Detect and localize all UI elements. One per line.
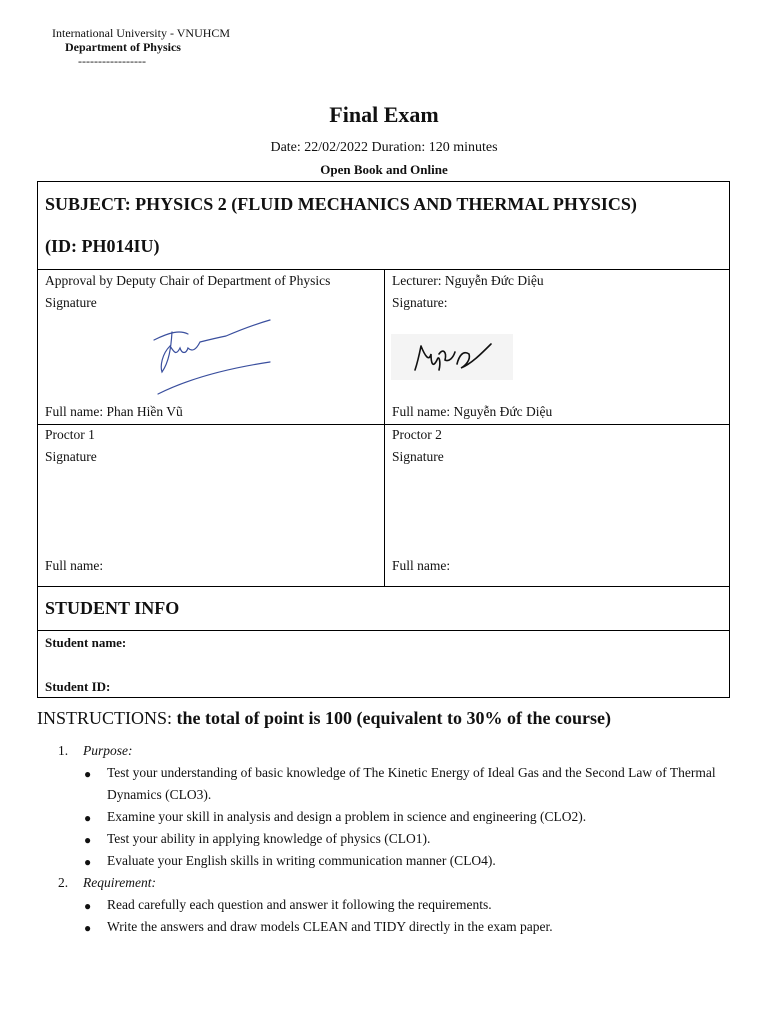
exam-date-duration: Date: 22/02/2022 Duration: 120 minutes xyxy=(270,140,498,155)
exam-mode: Open Book and Online xyxy=(320,162,448,177)
lecturer-signature-label: Signature: xyxy=(392,295,448,310)
student-name-label: Student name: xyxy=(45,635,127,650)
exam-title: Final Exam xyxy=(329,102,439,127)
header-divider: ----------------- xyxy=(78,54,146,68)
section-number: 2. xyxy=(58,875,69,890)
university-name: International University - VNUHCM xyxy=(52,26,231,40)
proctor2-fullname: Full name: xyxy=(392,558,451,573)
proctor1-signature-label: Signature xyxy=(45,449,97,464)
proctor1-cell xyxy=(37,424,385,587)
proctor2-title: Proctor 2 xyxy=(392,427,442,442)
bullet-icon: ● xyxy=(84,833,92,847)
proctor2-signature-label: Signature xyxy=(392,449,444,464)
instructions-line xyxy=(37,708,611,729)
list-item: Test your understanding of basic knowledge of The Kinetic Energy of Ideal Gas and the Second Law of Thermal Dynamics (CLO3). xyxy=(107,765,716,802)
approver-title: Approval by Deputy Chair of Department of Physics xyxy=(45,273,331,288)
list-item: Write the answers and draw models CLEAN and TIDY directly in the exam paper. xyxy=(107,919,553,934)
bullet-icon: ● xyxy=(84,811,92,825)
approver-signature-image xyxy=(150,318,275,398)
student-info-fields xyxy=(37,630,730,698)
section-title-requirement: Requirement: xyxy=(83,875,156,890)
list-item: Examine your skill in analysis and design a problem in science and engineering (CLO2). xyxy=(107,809,587,824)
lecturer-fullname: Full name: Nguyễn Đức Diệu xyxy=(392,404,553,419)
department-name: Department of Physics xyxy=(65,40,181,54)
bullet-icon: ● xyxy=(84,899,92,913)
lecturer-signature-image xyxy=(391,334,513,380)
lecturer-title: Lecturer: Nguyễn Đức Diệu xyxy=(392,273,544,288)
instructions-text: the total of point is 100 (equivalent to 30% of the course) xyxy=(172,708,611,728)
proctor1-title: Proctor 1 xyxy=(45,427,95,442)
approver-signature-label: Signature xyxy=(45,295,97,310)
subject-id: (ID: PH014IU) xyxy=(45,236,160,256)
list-item: Evaluate your English skills in writing communication manner (CLO4). xyxy=(107,853,496,868)
approver-cell xyxy=(37,269,385,425)
subject-box xyxy=(37,181,730,270)
bullet-icon: ● xyxy=(84,855,92,869)
approver-fullname: Full name: Phan Hiền Vũ xyxy=(45,404,183,419)
student-id-label: Student ID: xyxy=(45,679,111,694)
subject-title: SUBJECT: PHYSICS 2 (FLUID MECHANICS AND THERMAL PHYSICS) xyxy=(45,194,637,214)
bullet-icon: ● xyxy=(84,767,92,781)
bullet-icon: ● xyxy=(84,921,92,935)
student-info-header xyxy=(37,586,730,631)
list-item: Read carefully each question and answer it following the requirements. xyxy=(107,897,492,912)
instructions-label: INSTRUCTIONS: xyxy=(37,708,173,728)
section-title-purpose: Purpose: xyxy=(83,743,133,758)
list-item: Test your ability in applying knowledge of physics (CLO1). xyxy=(107,831,431,846)
section-number: 1. xyxy=(58,743,69,758)
proctor1-fullname: Full name: xyxy=(45,558,104,573)
lecturer-cell xyxy=(384,269,730,425)
proctor2-cell xyxy=(384,424,730,587)
student-info-heading: STUDENT INFO xyxy=(45,598,180,618)
